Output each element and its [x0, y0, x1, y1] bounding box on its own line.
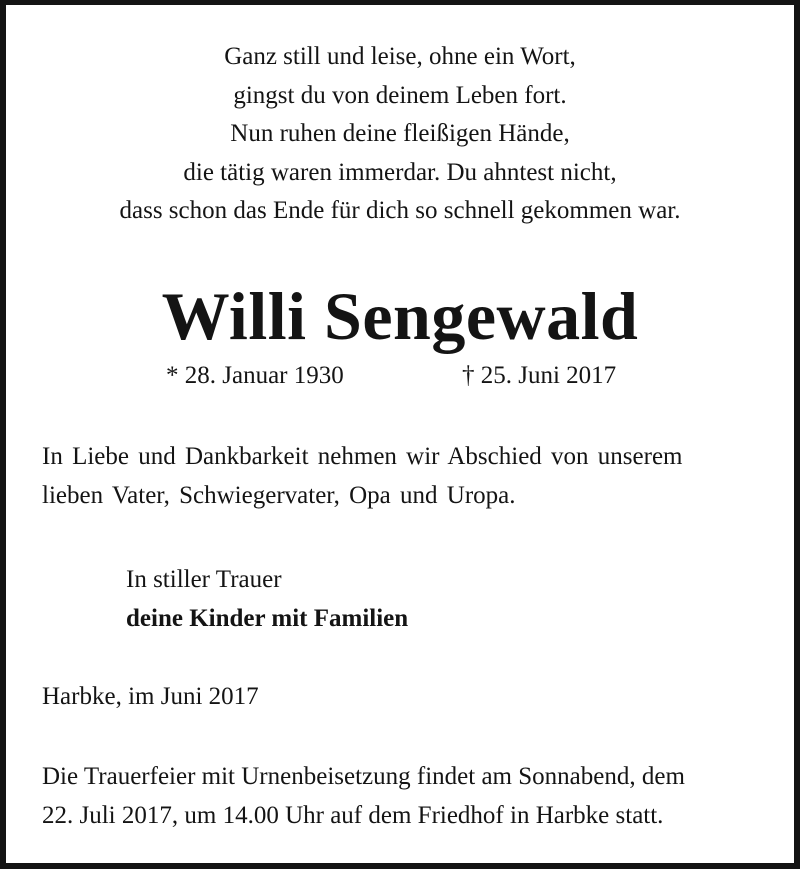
poem-line: gingst du von deinem Leben fort. [233, 81, 567, 109]
poem-line: die tätig waren immerdar. Du ahntest nicht, [183, 158, 617, 186]
ceremony-line: Die Trauerfeier mit Urnenbeisetzung findet am Sonnabend, dem [42, 763, 685, 790]
poem-line: dass schon das Ende für dich so schnell gekommen war. [119, 197, 681, 224]
ceremony-info [42, 757, 685, 835]
farewell-line: In Liebe und Dankbarkeit nehmen wir Abschied von unserem [42, 443, 683, 470]
place-and-date: Harbke, im Juni 2017 [42, 683, 259, 710]
poem [6, 38, 794, 231]
poem-line: Ganz still und leise, ohne ein Wort, [224, 43, 576, 70]
farewell-line: lieben Vater, Schwiegervater, Opa und Uropa. [42, 482, 516, 509]
poem-line: Nun ruhen deine fleißigen Hände, [230, 120, 570, 147]
death-date: † 25. Juni 2017 [462, 362, 617, 389]
mourners-signature [126, 560, 408, 638]
signature-mourners: deine Kinder mit Familien [126, 605, 409, 632]
farewell-message [42, 437, 683, 515]
ceremony-line: 22. Juli 2017, um 14.00 Uhr auf dem Friedhof in Harbke statt. [42, 802, 664, 829]
signature-intro: In stiller Trauer [126, 566, 282, 593]
deceased-name: Willi Sengewald [161, 278, 639, 354]
birth-date: * 28. Januar 1930 [166, 362, 344, 389]
